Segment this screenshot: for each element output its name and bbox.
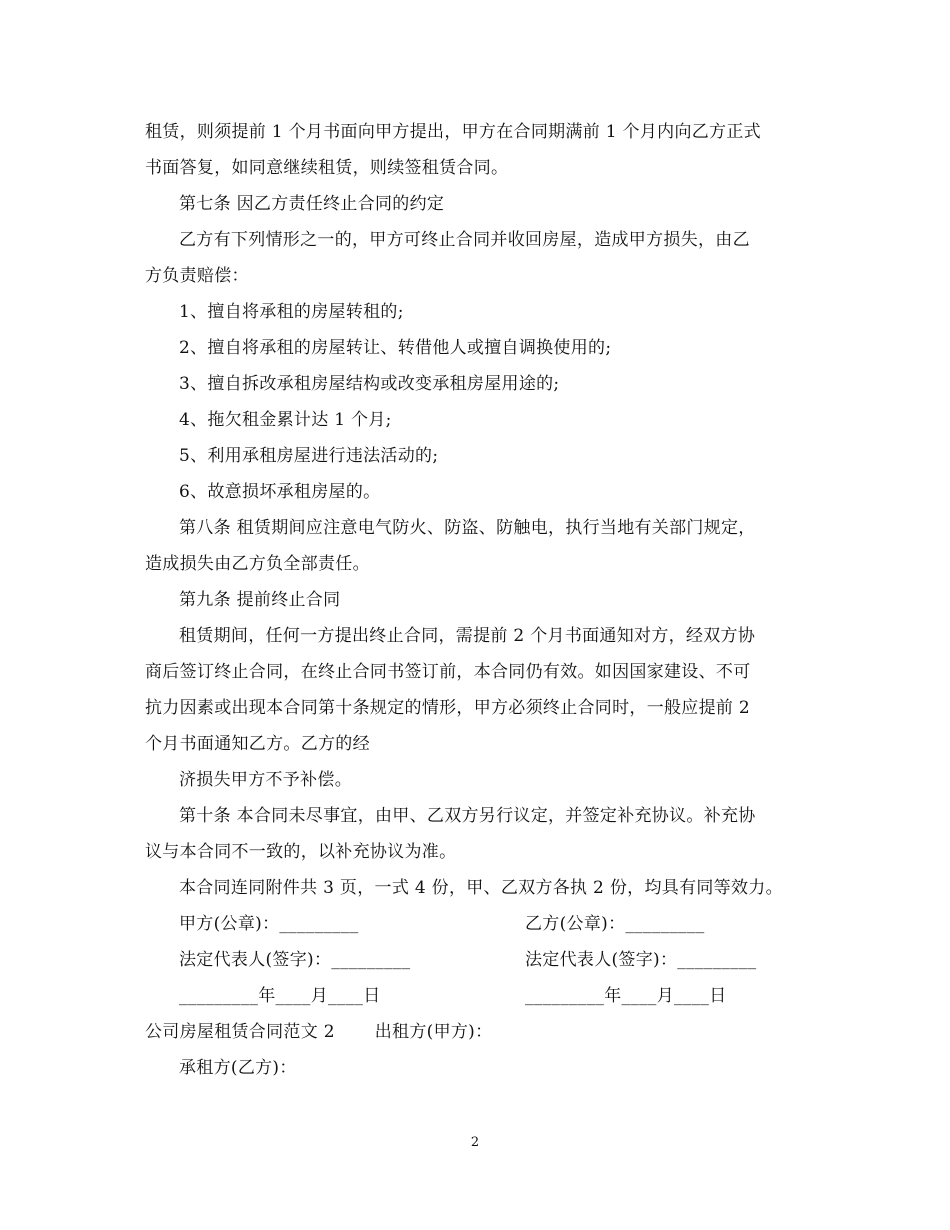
body-text-line: 租赁，则须提前 1 个月书面向甲方提出，甲方在合同期满前 1 个月内向乙方正式 (145, 122, 761, 142)
next-section-title: 公司房屋租赁合同范文 2 出租方(甲方)： (145, 1022, 493, 1042)
body-text-line: 书面答复，如同意继续租赁，则续签租赁合同。 (145, 158, 509, 178)
party-a-representative-line: 法定代表人(签字)：_________ (179, 950, 411, 970)
article-heading: 第十条 本合同未尽事宜，由甲、乙双方另行议定，并签定补充协议。补充协 (179, 806, 756, 826)
body-text-line: 本合同连同附件共 3 页，一式 4 份，甲、乙双方各执 2 份，均具有同等效力。 (179, 878, 783, 898)
party-b-representative-line: 法定代表人(签字)：_________ (525, 950, 757, 970)
party-b-seal-line: 乙方(公章)：_________ (525, 914, 705, 934)
party-b-date-line: _________年____月____日 (525, 986, 727, 1006)
body-text-line: 方负责赔偿： (145, 266, 249, 286)
body-text-line: 济损失甲方不予补偿。 (179, 770, 352, 790)
article-heading: 第八条 租赁期间应注意电气防火、防盗、防触电，执行当地有关部门规定， (179, 518, 756, 538)
article-heading: 第七条 因乙方责任终止合同的约定 (179, 194, 445, 214)
page-number: 2 (470, 1135, 480, 1150)
party-a-seal-line: 甲方(公章)：_________ (179, 914, 359, 934)
list-item: 3、擅自拆改承租房屋结构或改变承租房屋用途的; (179, 374, 560, 394)
list-item: 4、拖欠租金累计达 1 个月; (179, 410, 392, 430)
list-item: 5、利用承租房屋进行违法活动的; (179, 446, 439, 466)
body-text-line: 商后签订终止合同，在终止合同书签订前，本合同仍有效。如因国家建设、不可 (145, 662, 751, 682)
body-text-line: 乙方有下列情形之一的，甲方可终止合同并收回房屋，造成甲方损失，由乙 (179, 230, 750, 250)
tenant-line: 承租方(乙方)： (179, 1058, 297, 1078)
list-item: 2、擅自将承租的房屋转让、转借他人或擅自调换使用的; (179, 338, 612, 358)
party-a-date-line: _________年____月____日 (179, 986, 381, 1006)
article-heading: 第九条 提前终止合同 (179, 590, 341, 610)
list-item: 1、擅自将承租的房屋转租的; (179, 302, 404, 322)
body-text-line: 租赁期间，任何一方提出终止合同，需提前 2 个月书面通知对方，经双方协 (179, 626, 756, 646)
body-text-line: 个月书面通知乙方。乙方的经 (145, 734, 370, 754)
list-item: 6、故意损坏承租房屋的。 (179, 482, 381, 502)
body-text-line: 抗力因素或出现本合同第十条规定的情形，甲方必须终止合同时，一般应提前 2 (145, 698, 751, 718)
body-text-line: 议与本合同不一致的，以补充协议为准。 (145, 842, 457, 862)
body-text-line: 造成损失由乙方负全部责任。 (145, 554, 370, 574)
